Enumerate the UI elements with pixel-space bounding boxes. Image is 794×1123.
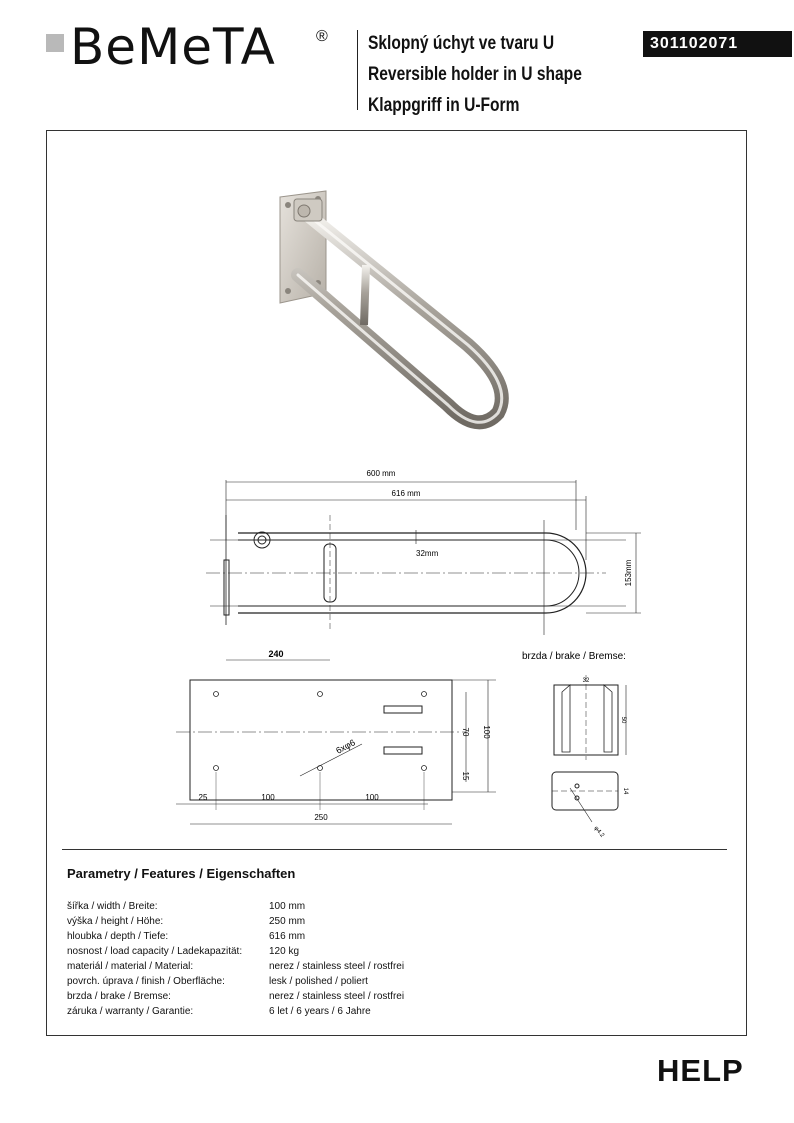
feature-row bbox=[67, 989, 404, 1004]
title-en: Reversible holder in U shape bbox=[368, 64, 582, 85]
feature-value: 250 mm bbox=[269, 916, 306, 927]
plate-70: 70 bbox=[461, 727, 470, 737]
brake-d42: φ4.2 bbox=[592, 825, 605, 839]
dim-32: 32mm bbox=[416, 549, 439, 558]
product-titles bbox=[368, 28, 629, 121]
feature-label: výška / height / Höhe: bbox=[67, 916, 164, 927]
feature-label: šířka / width / Breite: bbox=[67, 901, 158, 912]
feature-label: materiál / material / Material: bbox=[67, 961, 194, 972]
feature-label: nosnost / load capacity / Ladekapazität: bbox=[67, 946, 243, 957]
dim-153: 153mm bbox=[624, 559, 633, 587]
title-de: Klappgriff in U-Form bbox=[368, 95, 520, 116]
feature-value: lesk / polished / poliert bbox=[269, 976, 368, 987]
feature-row bbox=[67, 929, 404, 944]
help-footer: HELP bbox=[657, 1053, 744, 1088]
feature-row bbox=[67, 914, 404, 929]
feature-label: hloubka / depth / Tiefe: bbox=[67, 931, 169, 942]
dim-240: 240 bbox=[268, 649, 284, 659]
feature-row bbox=[67, 959, 404, 974]
feature-row bbox=[67, 1004, 404, 1019]
product-code-badge: 301102071 bbox=[643, 31, 792, 57]
feature-value: nerez / stainless steel / rostfrei bbox=[269, 991, 405, 1002]
bottom-100a: 100 bbox=[261, 793, 275, 802]
plate-15: 15 bbox=[461, 771, 470, 781]
feature-label: povrch. úprava / finish / Oberfläche: bbox=[67, 976, 225, 987]
dim-600: 600 mm bbox=[366, 469, 396, 478]
feature-row bbox=[67, 974, 404, 989]
feature-value: 100 mm bbox=[269, 901, 306, 912]
feature-row bbox=[67, 899, 404, 914]
dim-616: 616 mm bbox=[391, 489, 421, 498]
feature-row bbox=[67, 944, 404, 959]
plate-100: 100 bbox=[482, 725, 491, 739]
brake-14: 14 bbox=[622, 787, 628, 795]
plate-holes-dim: 6xφ6 bbox=[334, 737, 357, 756]
brake-32: 32 bbox=[582, 678, 590, 684]
product-photo bbox=[268, 185, 528, 435]
brand-logo: BeMeTA bbox=[70, 18, 276, 76]
feature-value: 6 let / 6 years / 6 Jahre bbox=[269, 1006, 371, 1017]
technical-drawing bbox=[166, 460, 686, 839]
bottom-100b: 100 bbox=[365, 793, 379, 802]
registered-mark: ® bbox=[316, 28, 328, 45]
header-divider bbox=[357, 30, 358, 110]
brake-50: 50 bbox=[620, 716, 626, 724]
features-table bbox=[67, 899, 404, 1019]
feature-value: 120 kg bbox=[269, 946, 300, 957]
title-cz: Sklopný úchyt ve tvaru U bbox=[368, 33, 555, 54]
bottom-25: 25 bbox=[198, 793, 208, 802]
features-title: Parametry / Features / Eigenschaften bbox=[67, 866, 296, 881]
logo-mark bbox=[46, 34, 64, 52]
feature-label: záruka / warranty / Garantie: bbox=[67, 1006, 194, 1017]
feature-label: brzda / brake / Bremse: bbox=[67, 991, 171, 1002]
feature-value: 616 mm bbox=[269, 931, 306, 942]
brake-label: brzda / brake / Bremse: bbox=[522, 651, 626, 662]
bottom-250: 250 bbox=[314, 813, 328, 822]
section-divider bbox=[62, 849, 727, 850]
feature-value: nerez / stainless steel / rostfrei bbox=[269, 961, 405, 972]
